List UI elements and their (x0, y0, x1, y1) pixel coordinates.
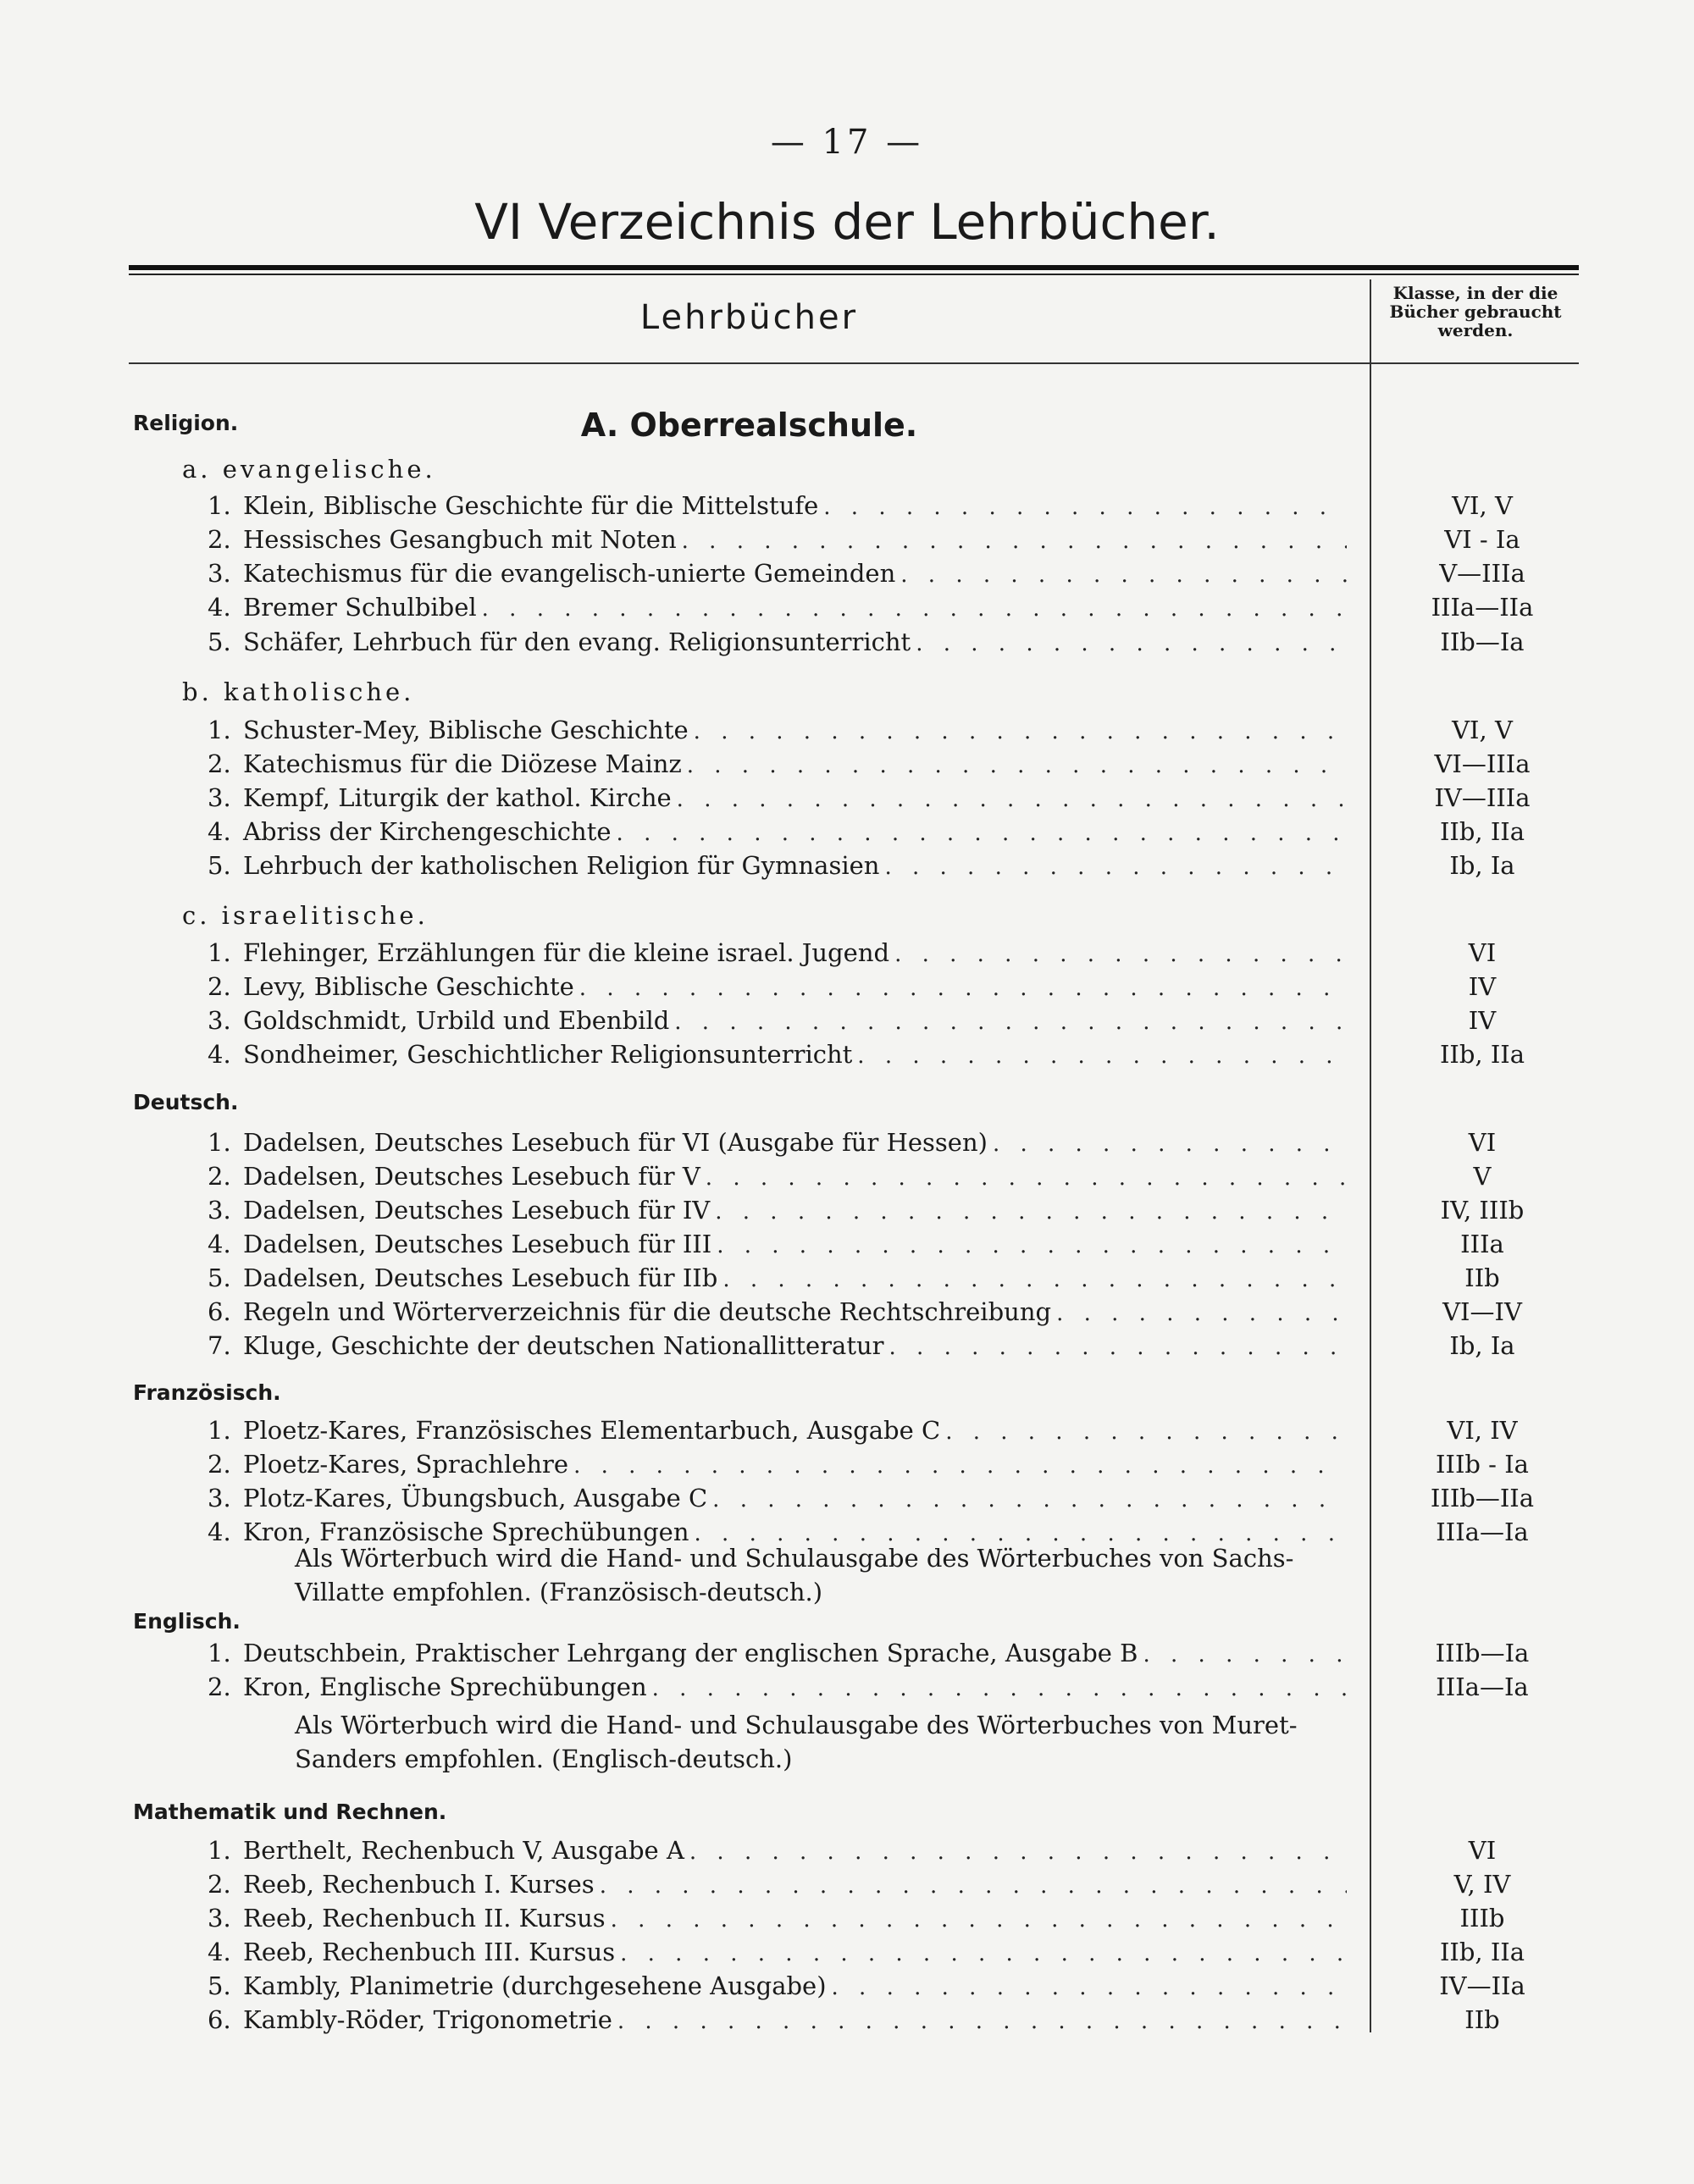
book-entry (208, 817, 1347, 851)
dot-leader (600, 1873, 1347, 1899)
entry-title: Plotz-Kares, Übungsbuch, Ausgabe C (243, 1484, 708, 1512)
entry-title: Katechismus für die Diözese Mainz (243, 749, 682, 778)
page-number: — 17 — (770, 123, 924, 162)
dot-leader (579, 976, 1347, 1001)
entry-class: Ib, Ia (1449, 1331, 1515, 1360)
book-entry (208, 1870, 1347, 1904)
dot-leader (722, 1267, 1347, 1292)
book-entry (208, 1971, 1347, 2005)
entry-number: 4. (208, 1040, 231, 1069)
dot-leader (715, 1199, 1347, 1225)
book-entry (208, 851, 1347, 885)
entry-title: Reeb, Rechenbuch I. Kurses (243, 1870, 595, 1899)
header-rule-thin (129, 274, 1579, 275)
dot-leader (482, 596, 1347, 622)
entry-number: 6. (208, 1297, 231, 1326)
book-entry (208, 491, 1347, 525)
book-entry (208, 1904, 1347, 1938)
dot-leader (1056, 1301, 1347, 1326)
entry-number: 5. (208, 1971, 231, 2000)
entry-class: IIb, IIa (1439, 1040, 1525, 1069)
entry-class: IIIb (1459, 1904, 1505, 1932)
entry-title: Bremer Schulbibel (243, 593, 477, 622)
entry-title: Dadelsen, Deutsches Lesebuch für VI (Ausgabe für Hessen) (243, 1128, 988, 1157)
entry-number: 4. (208, 1938, 231, 1966)
entry-title: Reeb, Rechenbuch II. Kursus (243, 1904, 606, 1932)
entry-title: Levy, Biblische Geschichte (243, 972, 574, 1001)
entry-class: IV (1468, 972, 1497, 1001)
book-entry (208, 525, 1347, 559)
entry-title: Katechismus für die evangelisch-unierte Gemeinden (243, 559, 896, 588)
column-divider (1370, 279, 1371, 2032)
dot-leader (687, 753, 1347, 778)
dot-leader (900, 562, 1347, 588)
note-englisch: Als Wörterbuch wird die Hand- und Schulausgabe des Wörterbuches von Muret-Sanders empfohlen. (Englisch-deutsch.) (295, 1711, 1298, 1773)
entry-class: IV, IIIb (1440, 1196, 1525, 1225)
entry-title: Ploetz-Kares, Französisches Elementarbuch, Ausgabe C (243, 1416, 941, 1445)
entry-title: Schuster-Mey, Biblische Geschichte (243, 716, 689, 744)
table-header-class: Klasse, in der die Bücher gebraucht werden. (1389, 283, 1562, 340)
dot-leader (689, 1839, 1347, 1865)
entry-number: 1. (208, 1416, 231, 1445)
book-entry (208, 2005, 1347, 2039)
entry-title: Lehrbuch der katholischen Religion für Gymnasien (243, 851, 880, 880)
entry-class: IV—IIa (1439, 1971, 1525, 2000)
entry-class: IIb—Ia (1440, 628, 1525, 656)
entry-title: Goldschmidt, Urbild und Ebenbild (243, 1006, 670, 1035)
book-entry (208, 783, 1347, 817)
entry-class: IIIa—Ia (1436, 1518, 1529, 1546)
book-entry (208, 972, 1347, 1006)
book-entry (208, 749, 1347, 783)
entry-number: 1. (208, 938, 231, 967)
subject-mathematik: Mathematik und Rechnen. (133, 1800, 447, 1824)
entry-number: 1. (208, 716, 231, 744)
book-entry (208, 628, 1347, 661)
entry-class: IIIb—Ia (1435, 1639, 1530, 1667)
entry-number: 5. (208, 851, 231, 880)
entry-number: 3. (208, 1196, 231, 1225)
entry-class: VI (1468, 1836, 1497, 1865)
entry-class: VI—IIIa (1434, 749, 1531, 778)
dot-leader (617, 821, 1347, 846)
dot-leader (884, 854, 1347, 880)
book-entry (208, 1938, 1347, 1971)
dot-leader (857, 1043, 1347, 1069)
entry-title: Kempf, Liturgik der kathol. Kirche (243, 783, 672, 812)
dot-leader (1143, 1642, 1347, 1667)
subhead-evangelisch: a. evangelische. (182, 455, 436, 484)
book-entry (208, 938, 1347, 972)
dot-leader (677, 787, 1347, 812)
dot-leader (573, 1453, 1347, 1479)
entry-number: 3. (208, 783, 231, 812)
entry-number: 4. (208, 1230, 231, 1258)
entry-class: IIb, IIa (1439, 1938, 1525, 1966)
entry-class: VI, V (1452, 491, 1513, 520)
entry-title: Klein, Biblische Geschichte für die Mittelstufe (243, 491, 819, 520)
book-entry (208, 1673, 1347, 1706)
entry-class: IV (1468, 1006, 1497, 1035)
entry-class: IIb (1464, 1263, 1500, 1292)
subject-religion: Religion. (133, 411, 239, 435)
entry-title: Dadelsen, Deutsches Lesebuch für III (243, 1230, 712, 1258)
entry-title: Sondheimer, Geschichtlicher Religionsunterricht (243, 1040, 853, 1069)
entry-class: V, IV (1453, 1870, 1511, 1899)
entry-title: Dadelsen, Deutsches Lesebuch für V (243, 1162, 700, 1191)
entry-title: Hessisches Gesangbuch mit Noten (243, 525, 677, 554)
book-entry (208, 1162, 1347, 1196)
subject-franzoesisch: Französisch. (133, 1380, 281, 1405)
entry-class: IIIb - Ia (1436, 1450, 1529, 1479)
entry-class: VI (1468, 1128, 1497, 1157)
entry-class: VI (1468, 938, 1497, 967)
entry-number: 4. (208, 817, 231, 846)
entry-number: 2. (208, 1162, 231, 1191)
book-entry (208, 593, 1347, 627)
entry-class: V—IIIa (1439, 559, 1525, 588)
entry-class: IV—IIIa (1434, 783, 1531, 812)
dot-leader (620, 1941, 1347, 1966)
book-entry (208, 1484, 1347, 1518)
entry-title: Reeb, Rechenbuch III. Kursus (243, 1938, 616, 1966)
book-entry (208, 716, 1347, 749)
entry-title: Kron, Französische Sprechübungen (243, 1518, 689, 1546)
subject-englisch: Englisch. (133, 1609, 241, 1634)
entry-number: 5. (208, 1263, 231, 1292)
dot-leader (674, 1009, 1347, 1035)
entry-title: Regeln und Wörterverzeichnis für die deutsche Rechtschreibung (243, 1297, 1052, 1326)
dot-leader (889, 1335, 1347, 1360)
entry-number: 1. (208, 1836, 231, 1865)
entry-number: 4. (208, 1518, 231, 1546)
entry-number: 3. (208, 1484, 231, 1512)
entry-title: Dadelsen, Deutsches Lesebuch für IV (243, 1196, 711, 1225)
dot-leader (894, 942, 1347, 967)
entry-number: 3. (208, 559, 231, 588)
book-entry (208, 559, 1347, 593)
entry-class: IIb (1464, 2005, 1500, 2034)
entry-class: IIIa—IIa (1431, 593, 1534, 622)
table-header-rule (129, 362, 1579, 364)
dot-leader (694, 719, 1347, 744)
entry-class: VI - Ia (1444, 525, 1520, 554)
subhead-katholisch: b. katholische. (182, 677, 415, 706)
page-title: VI Verzeichnis der Lehrbücher. (474, 193, 1220, 251)
entry-number: 3. (208, 1904, 231, 1932)
entry-number: 6. (208, 2005, 231, 2034)
entry-number: 5. (208, 628, 231, 656)
book-entry (208, 1006, 1347, 1040)
entry-class: IIIa (1460, 1230, 1504, 1258)
dot-leader (832, 1975, 1347, 2000)
book-entry (208, 1836, 1347, 1870)
entry-class: VI, V (1452, 716, 1513, 744)
book-entry (208, 1230, 1347, 1263)
entry-title: Kambly-Röder, Trigonometrie (243, 2005, 612, 2034)
dot-leader (706, 1165, 1347, 1191)
header-rule-thick (129, 265, 1579, 270)
book-entry (208, 1128, 1347, 1162)
entry-title: Schäfer, Lehrbuch für den evang. Religionsunterricht (243, 628, 911, 656)
entry-number: 2. (208, 749, 231, 778)
dot-leader (993, 1131, 1347, 1157)
entry-title: Kluge, Geschichte der deutschen Nationallitteratur (243, 1331, 884, 1360)
entry-class: IIb, IIa (1439, 817, 1525, 846)
book-entry (208, 1263, 1347, 1297)
book-entry (208, 1639, 1347, 1673)
entry-class: V (1473, 1162, 1492, 1191)
book-entry (208, 1196, 1347, 1230)
entry-number: 1. (208, 1639, 231, 1667)
entry-class: IIIa—Ia (1436, 1673, 1529, 1701)
entry-number: 4. (208, 593, 231, 622)
entry-title: Berthelt, Rechenbuch V, Ausgabe A (243, 1836, 684, 1865)
entry-number: 3. (208, 1006, 231, 1035)
entry-number: 2. (208, 1673, 231, 1701)
entry-number: 2. (208, 525, 231, 554)
entry-class: VI, IV (1447, 1416, 1518, 1445)
note-franzoesisch: Als Wörterbuch wird die Hand- und Schulausgabe des Wörterbuches von Sachs-Villatte empfohlen. (Französisch-deutsch.) (295, 1544, 1294, 1606)
entry-title: Dadelsen, Deutsches Lesebuch für IIb (243, 1263, 718, 1292)
entry-number: 2. (208, 972, 231, 1001)
book-entry (208, 1331, 1347, 1365)
entry-number: 1. (208, 491, 231, 520)
entry-number: 2. (208, 1870, 231, 1899)
book-entry (208, 1297, 1347, 1331)
entry-number: 1. (208, 1128, 231, 1157)
book-entry (208, 1450, 1347, 1484)
dot-leader (712, 1487, 1347, 1512)
entry-title: Ploetz-Kares, Sprachlehre (243, 1450, 569, 1479)
entry-title: Flehinger, Erzählungen für die kleine israel. Jugend (243, 938, 890, 967)
dot-leader (682, 528, 1347, 554)
section-title: A. Oberrealschule. (580, 406, 918, 444)
entry-number: 7. (208, 1331, 231, 1360)
dot-leader (823, 495, 1347, 520)
dot-leader (916, 631, 1347, 656)
dot-leader (945, 1419, 1347, 1445)
entry-class: Ib, Ia (1449, 851, 1515, 880)
dot-leader (717, 1233, 1347, 1258)
table-header-books: Lehrbücher (639, 298, 859, 337)
entry-title: Deutschbein, Praktischer Lehrgang der englischen Sprache, Ausgabe B (243, 1639, 1138, 1667)
book-entry (208, 1416, 1347, 1450)
subhead-israelitisch: c. israelitische. (182, 901, 429, 930)
entry-number: 2. (208, 1450, 231, 1479)
book-entry (208, 1040, 1347, 1074)
dot-leader (617, 2009, 1347, 2034)
dot-leader (652, 1676, 1347, 1701)
entry-class: VI—IV (1442, 1297, 1522, 1326)
subject-deutsch: Deutsch. (133, 1090, 239, 1114)
entry-class: IIIb—IIa (1430, 1484, 1535, 1512)
entry-title: Kambly, Planimetrie (durchgesehene Ausgabe) (243, 1971, 827, 2000)
entry-title: Kron, Englische Sprechübungen (243, 1673, 647, 1701)
dot-leader (611, 1907, 1347, 1932)
entry-title: Abriss der Kirchengeschichte (243, 817, 612, 846)
